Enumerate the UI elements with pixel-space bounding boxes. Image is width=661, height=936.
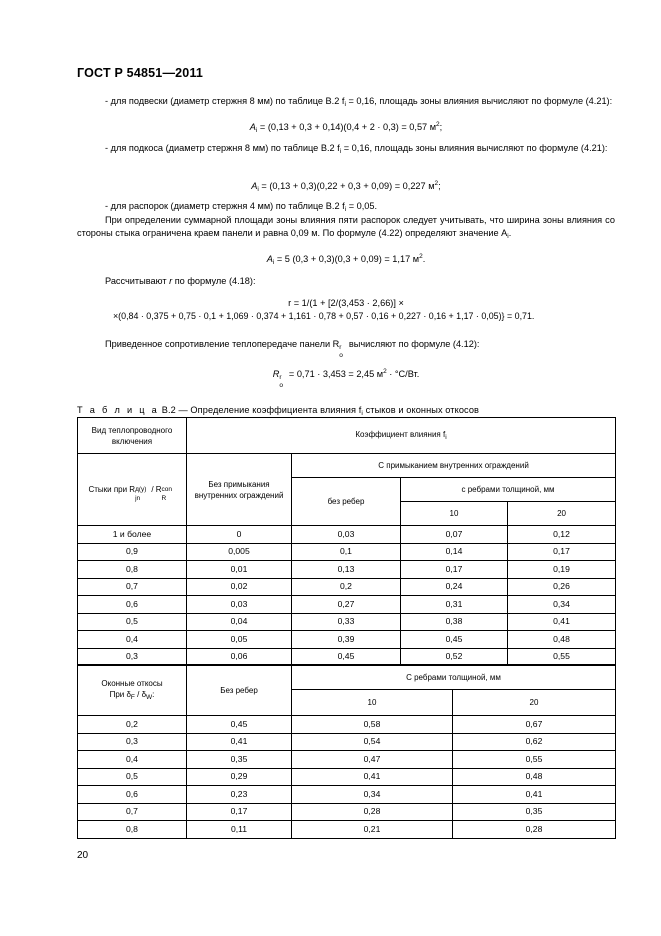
page-number: 20: [77, 850, 89, 861]
table-row: [78, 648, 616, 666]
table-cell: 0,47: [292, 751, 453, 769]
table-cell: 0,28: [453, 821, 616, 839]
table-cell: 0,17: [187, 803, 292, 821]
header-no-ribs: без ребер: [292, 478, 401, 526]
header-windows-ribs-10: 10: [292, 690, 453, 716]
table-cell: 0,6: [78, 786, 187, 804]
table-cell: 0,23: [187, 786, 292, 804]
header-ribs-20: 20: [508, 502, 616, 526]
table-cell: 0,35: [187, 751, 292, 769]
table-cell: 0,28: [292, 803, 453, 821]
table-cell: 0,31: [401, 596, 508, 614]
formula-r-line1: r = 1/(1 + [2/(3,453 · 2,66)] ×: [288, 298, 404, 308]
header-windows-ribs-20: 20: [453, 690, 616, 716]
table-row: [78, 596, 616, 614]
table-row: [78, 786, 616, 804]
table-cell: 0,34: [292, 786, 453, 804]
table-cell: 0,39: [292, 631, 401, 649]
table-cell: 0,14: [401, 543, 508, 561]
table-cell: 0,48: [508, 631, 616, 649]
paragraph-resistance: Приведенное сопротивление теплопередаче панели R r o вычисляют по формуле (4.12):: [105, 339, 480, 359]
coefficient-table-joints: [77, 417, 616, 666]
table-cell: 0,9: [78, 543, 187, 561]
header-ribs-10: 10: [401, 502, 508, 526]
table-cell: 0,02: [187, 578, 292, 596]
table-cell: 0: [187, 526, 292, 544]
paragraph-calc-r: Рассчитывают r по формуле (4.18):: [105, 276, 256, 286]
table-cell: 0,67: [453, 716, 616, 734]
table-row: [78, 751, 616, 769]
table-cell: 0,26: [508, 578, 616, 596]
table-cell: 0,62: [453, 733, 616, 751]
table-cell: 0,12: [508, 526, 616, 544]
header-no-adjoining: Без примыкания внутренних ограждений: [187, 454, 292, 526]
table-cell: 0,21: [292, 821, 453, 839]
header-ribs-windows: С ребрами толщиной, мм: [292, 665, 616, 690]
table-cell: 0,03: [292, 526, 401, 544]
formula-resistance: R r o = 0,71 · 3,453 = 2,45 $м^2 \cdot ^\circ С/Вт$.: [272, 368, 420, 389]
table-cell: 0,2: [292, 578, 401, 596]
table-cell: 0,27: [292, 596, 401, 614]
table-row: [78, 543, 616, 561]
table-cell: 0,4: [78, 751, 187, 769]
paragraph-spacers: - для распорок (диаметр стержня 4 мм) по таблице В.2 $f_i = 0,05$.: [105, 201, 378, 213]
table-row: [78, 631, 616, 649]
table-row: [78, 613, 616, 631]
paragraph-suspension: - для подвески (диаметр стержня 8 мм) по таблице В.2 $f_i = 0,16$, площадь зоны влияния вычисляют по формуле (4.21):: [105, 96, 613, 108]
table-cell: 0,6: [78, 596, 187, 614]
table-row: [78, 561, 616, 579]
table-cell: 0,05: [187, 631, 292, 649]
table-cell: 0,45: [187, 716, 292, 734]
table-row: [78, 526, 616, 544]
table-cell: 0,34: [508, 596, 616, 614]
table-cell: 0,41: [453, 786, 616, 804]
table-cell: 0,5: [78, 768, 187, 786]
table-cell: 0,24: [401, 578, 508, 596]
table-cell: 0,01: [187, 561, 292, 579]
table-cell: 0,41: [292, 768, 453, 786]
table-cell: 0,41: [508, 613, 616, 631]
table-cell: 0,5: [78, 613, 187, 631]
table-cell: 0,58: [292, 716, 453, 734]
table-row: [78, 821, 616, 839]
table-cell: 0,11: [187, 821, 292, 839]
table-cell: 0,19: [508, 561, 616, 579]
table-cell: 0,38: [401, 613, 508, 631]
formula-total-area: $A_i = 5$ (0,3 + 0,3)(0,3 + 0,09) = 1,17 $м^2$.: [266, 253, 426, 266]
table-cell: 0,17: [401, 561, 508, 579]
formula-brace: $A_i = (0,13 + 0,3)(0,22 + 0,3 + 0,09) = 0,227$ $м^2$;: [251, 180, 441, 193]
table-cell: 0,03: [187, 596, 292, 614]
formula-suspension: $A_i = (0,13 + 0,3 + 0,14)(0,4 + 2 \cdot 0,3) = 0,57$ $м^2$;: [249, 121, 443, 134]
table-cell: 0,52: [401, 648, 508, 666]
table-row: [78, 803, 616, 821]
table-cell: 0,4: [78, 631, 187, 649]
table-header-row: [78, 665, 616, 690]
document-header: ГОСТ Р 54851—2011: [77, 66, 204, 80]
table-cell: 0,17: [508, 543, 616, 561]
table-header-row: [78, 454, 616, 478]
formula-r-line2: ×(0,84 · 0,375 + 0,75 · 0,1 + 1,069 · 0,374 + 1,161 · 0,78 + 0,57 · 0,16 + 0,227 · 0,16 + 1,17 · 0,05)} = 0,71.: [113, 311, 535, 321]
table-cell: 0,3: [78, 733, 187, 751]
header-joints: Стыки при R д(у) jn / R con R: [78, 454, 187, 526]
table-cell: 0,8: [78, 821, 187, 839]
table-cell: 0,45: [292, 648, 401, 666]
table-cell: 0,2: [78, 716, 187, 734]
table-cell: 0,07: [401, 526, 508, 544]
table-cell: 0,41: [187, 733, 292, 751]
header-ribs: с ребрами толщиной, мм: [401, 478, 616, 502]
table-caption: Т а б л и ц а В.2 — Определение коэффициента влияния $f_i$ стыков и оконных откосов: [77, 405, 480, 417]
table-cell: 0,54: [292, 733, 453, 751]
table-row: [78, 716, 616, 734]
table-header-row: [78, 418, 616, 454]
table-cell: 0,45: [401, 631, 508, 649]
table-cell: 0,48: [453, 768, 616, 786]
table-cell: 0,55: [453, 751, 616, 769]
table-row: [78, 768, 616, 786]
table-cell: 0,3: [78, 648, 187, 666]
table-cell: 0,55: [508, 648, 616, 666]
table-cell: 1 и более: [78, 526, 187, 544]
table-cell: 0,33: [292, 613, 401, 631]
paragraph-brace: - для подкоса (диаметр стержня 8 мм) по таблице В.2 $f_i = 0,16$, площадь зоны влияния вычисляют по формуле (4.21):: [105, 143, 608, 155]
table-cell: 0,35: [453, 803, 616, 821]
table-cell: 0,005: [187, 543, 292, 561]
table-cell: 0,8: [78, 561, 187, 579]
header-no-ribs-windows: Без ребер: [187, 665, 292, 716]
header-windows: Оконные откосы При $\delta_F / \delta_W$:: [78, 665, 187, 716]
table-cell: 0,7: [78, 578, 187, 596]
paragraph-total-area: При определении суммарной площади зоны влияния пяти распорок следует учитывать, что ширина зоны влияния со стороны стыка ограничена краем панели и равна 0,09 м. По формуле (4.22) определяют значение $A_i$.: [77, 215, 615, 240]
header-coefficient: Коэффициент влияния $f_i$: [187, 418, 616, 454]
table-row: [78, 578, 616, 596]
header-type: Вид теплопроводного включения: [78, 418, 187, 454]
table-row: [78, 733, 616, 751]
table-cell: 0,1: [292, 543, 401, 561]
table-cell: 0,04: [187, 613, 292, 631]
table-cell: 0,29: [187, 768, 292, 786]
header-with-adjoining: С примыканием внутренних ограждений: [292, 454, 616, 478]
coefficient-table-windows: [77, 664, 616, 839]
table-cell: 0,13: [292, 561, 401, 579]
table-cell: 0,06: [187, 648, 292, 666]
table-cell: 0,7: [78, 803, 187, 821]
